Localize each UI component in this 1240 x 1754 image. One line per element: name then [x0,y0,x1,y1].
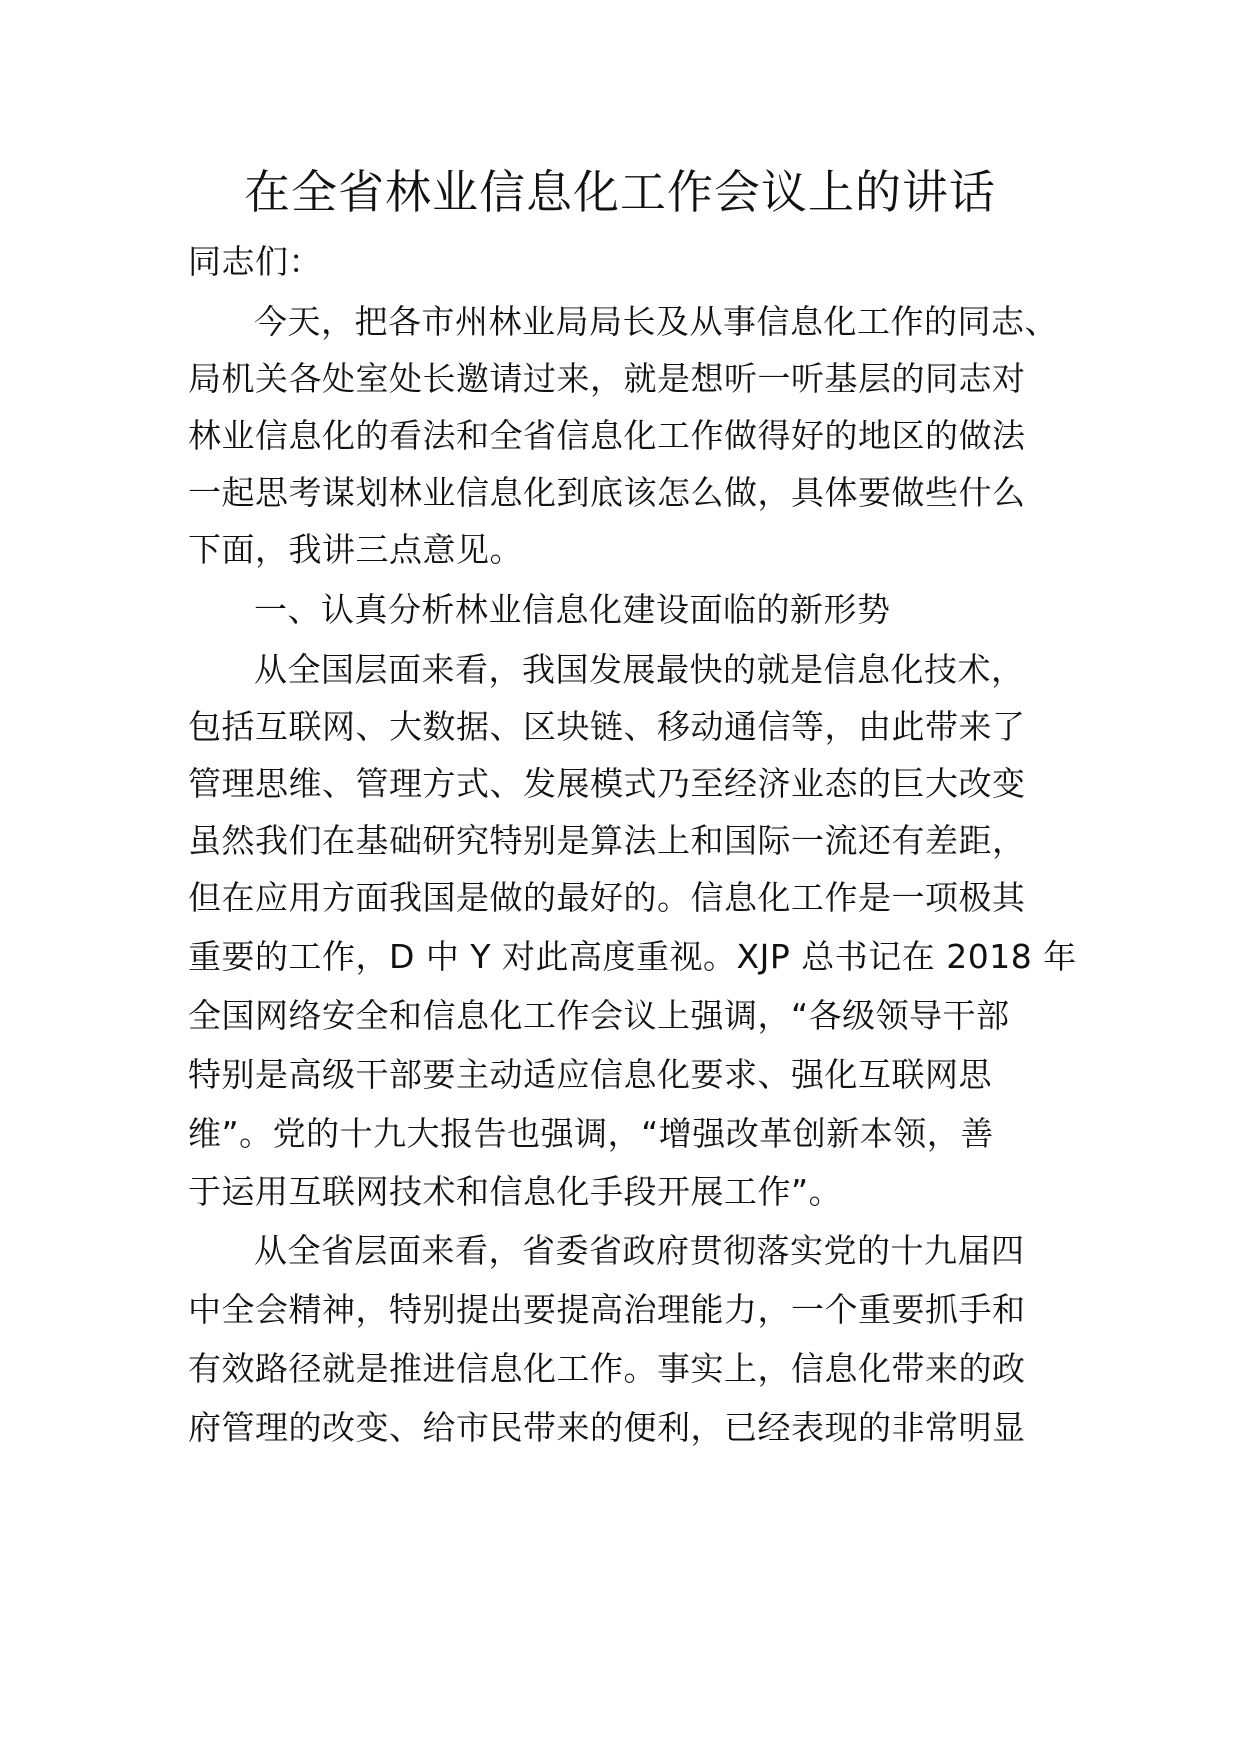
body-line: 从全省层面来看，省委省政府贯彻落实党的十九届四 [254,1231,1025,1270]
body-line: 管理思维、管理方式、发展模式乃至经济业态的巨大改变 [188,764,1026,803]
body-line: 特别是高级干部要主动适应信息化要求、强化互联网思 [188,1055,992,1094]
document-title: 在全省林业信息化工作会议上的讲话 [244,165,996,219]
body-line: 虽然我们在基础研究特别是算法上和国际一流还有差距， [188,821,1026,860]
body-line: 下面，我讲三点意见。 [188,530,523,569]
body-line: 今天，把各市州林业局局长及从事信息化工作的同志、 [254,302,1058,341]
body-line: 于运用互联网技术和信息化手段开展工作”。 [188,1172,843,1211]
body-line: 局机关各处室处长邀请过来，就是想听一听基层的同志对 [188,359,1026,398]
body-line: 但在应用方面我国是做的最好的。信息化工作是一项极其 [188,878,1026,917]
body-line: 全国网络安全和信息化工作会议上强调，“各级领导干部 [188,996,1010,1035]
body-line: 林业信息化的看法和全省信息化工作做得好的地区的做法 [188,416,1026,455]
body-line: 重要的工作，D 中 Y 对此高度重视。XJP 总书记在 2018 年 [188,937,1077,976]
body-line: 中全会精神，特别提出要提高治理能力，一个重要抓手和 [188,1290,1026,1329]
body-line: 府管理的改变、给市民带来的便利，已经表现的非常明显 [188,1408,1026,1447]
body-line: 有效路径就是推进信息化工作。事实上，信息化带来的政 [188,1349,1026,1388]
body-line: 包括互联网、大数据、区块链、移动通信等，由此带来了 [188,707,1026,746]
body-line: 一起思考谋划林业信息化到底该怎么做，具体要做些什么 [188,473,1026,512]
body-line: 从全国层面来看，我国发展最快的就是信息化技术， [254,650,1025,689]
section-heading: 一、认真分析林业信息化建设面临的新形势 [254,590,891,629]
body-line: 维”。党的十九大报告也强调，“增强改革创新本领，善 [188,1114,994,1153]
salutation: 同志们： [188,242,322,281]
